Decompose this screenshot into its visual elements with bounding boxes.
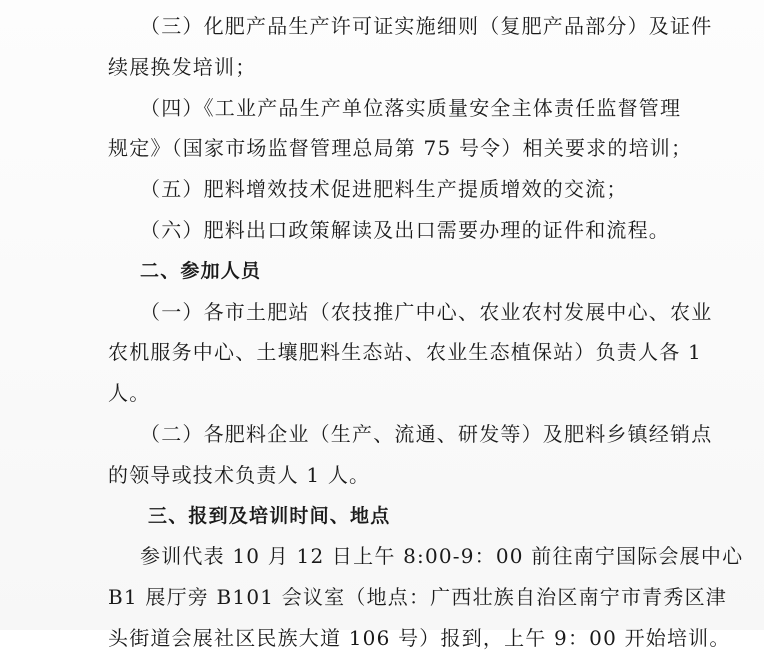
paragraph-line: 头街道会展社区民族大道 106 号）报到，上午 9：00 开始培训。: [108, 626, 731, 650]
paragraph-line: （三）化肥产品生产许可证实施细则（复肥产品部分）及证件: [140, 14, 713, 38]
paragraph-line: （一）各市土肥站（农技推广中心、农业农村发展中心、农业: [140, 299, 713, 324]
paragraph-line: 农机服务中心、土壤肥料生态站、农业生态植保站）负责人各 1: [108, 340, 702, 365]
paragraph-line: （六）肥料出口政策解读及出口需要办理的证件和流程。: [140, 218, 670, 242]
paragraph-line: 续展换发培训；: [108, 54, 257, 79]
paragraph-line: 的领导或技术负责人 1 人。: [108, 462, 371, 487]
paragraph-line: （四）《工业产品生产单位落实质量安全主体责任监督管理: [140, 95, 682, 120]
paragraph-line: （五）肥料增效技术促进肥料生产提质增效的交流；: [140, 177, 628, 202]
paragraph-line: （二）各肥料企业（生产、流通、研发等）及肥料乡镇经销点: [140, 422, 713, 446]
paragraph-line: 人。: [108, 381, 151, 406]
paragraph-line: 参训代表 10 月 12 日上午 8:00-9：00 前往南宁国际会展中心: [140, 544, 744, 569]
paragraph-line: 规定》（国家市场监督管理总局第 75 号令）相关要求的培训；: [108, 136, 693, 161]
section-heading: 三、报到及培训时间、地点: [148, 504, 391, 527]
paragraph-line: B1 展厅旁 B101 会议室（地点：广西壮族自治区南宁市青秀区津: [108, 585, 727, 610]
section-heading: 二、参加人员: [140, 259, 262, 282]
